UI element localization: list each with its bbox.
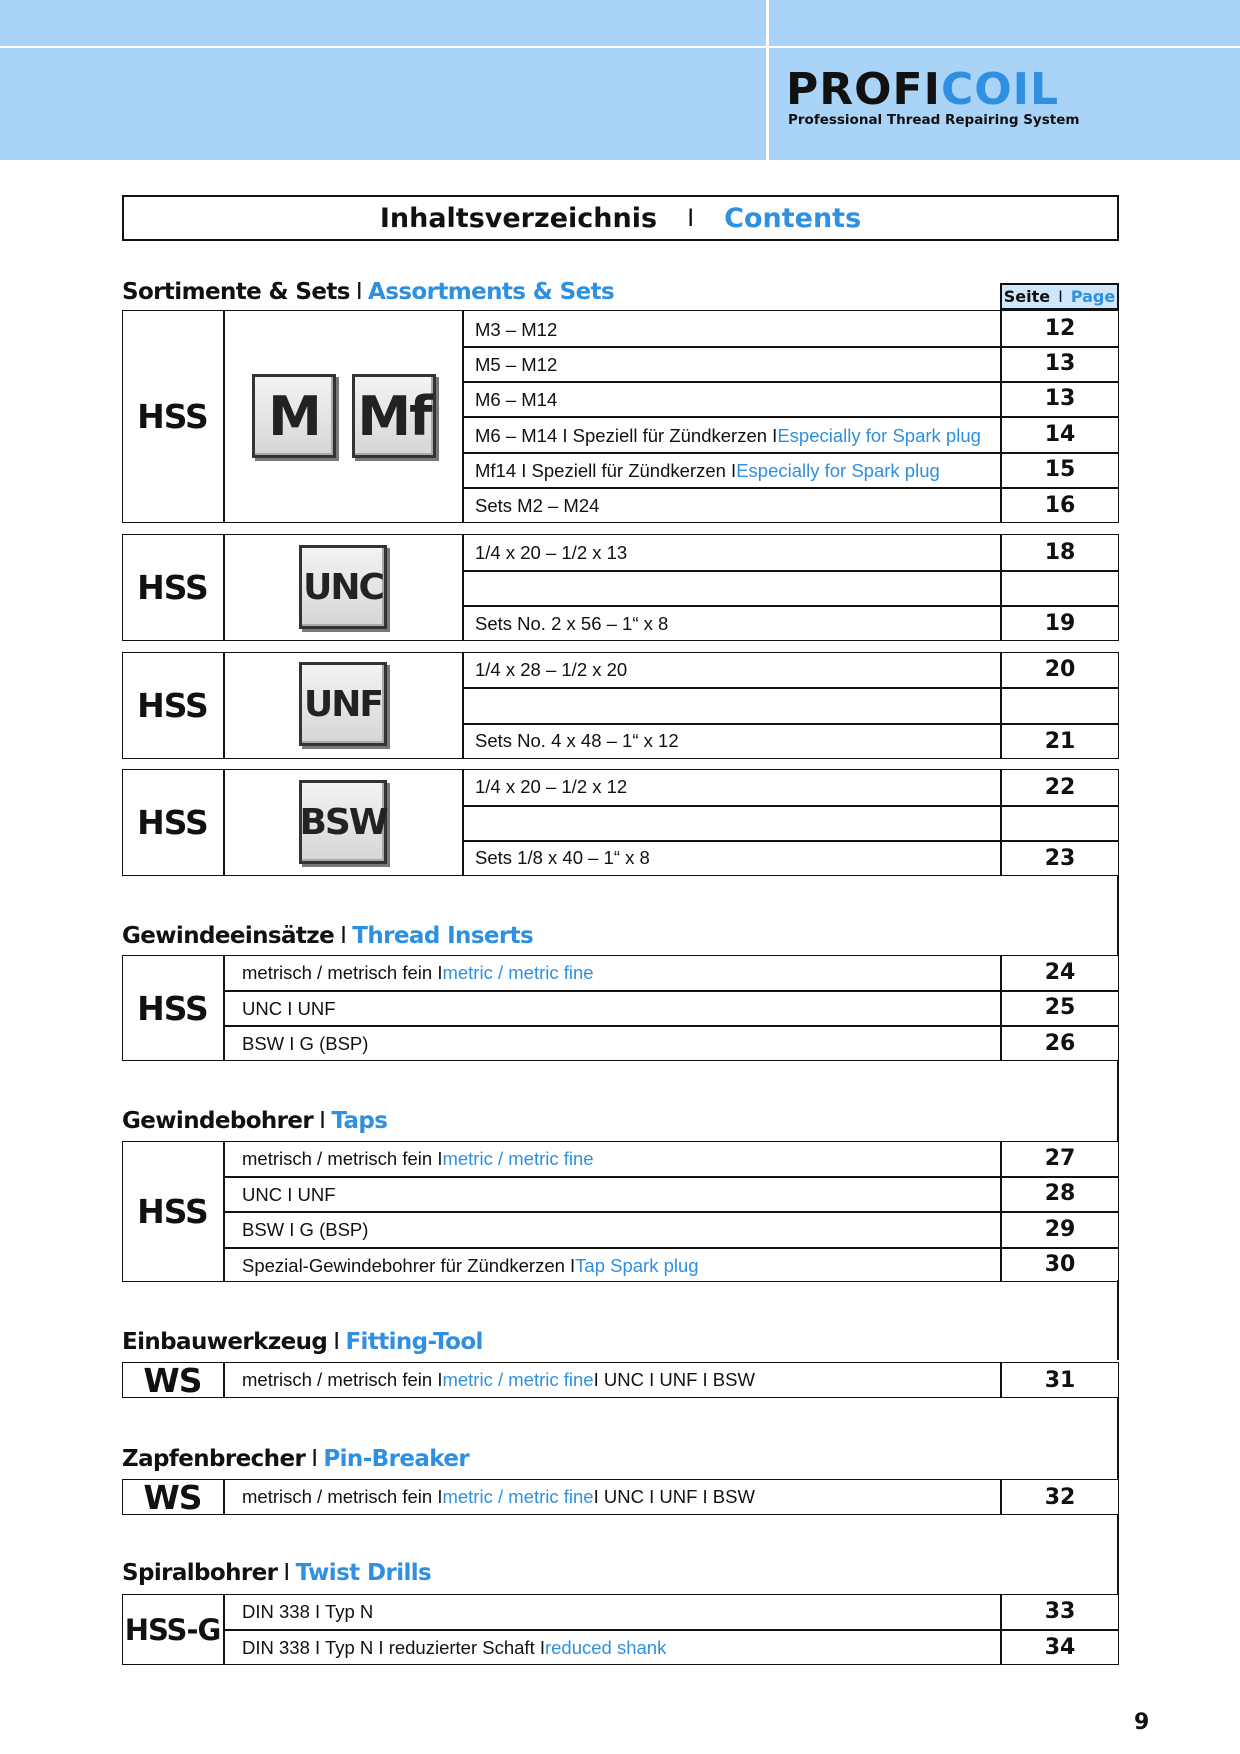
page-number: 31 (1044, 1367, 1076, 1393)
item-text: 1/4 x 20 – 1/2 x 12 (475, 776, 628, 797)
column-divider (462, 652, 464, 759)
section-heading-fitting (122, 1329, 483, 1355)
page-number: 14 (1044, 421, 1076, 447)
title-de: Inhaltsverzeichnis (379, 202, 658, 234)
title-separator: I (687, 204, 695, 232)
material-label: HSS-G (124, 1612, 221, 1647)
item-text-en: Especially for Spark plug (736, 459, 940, 481)
page-number: 26 (1044, 1030, 1076, 1056)
list-item (242, 1212, 368, 1247)
heading-separator: I (283, 1560, 290, 1586)
page-footer-number: 9 (1134, 1710, 1150, 1735)
title-en: Contents (724, 202, 862, 234)
item-text: Sets No. 4 x 48 – 1“ x 12 (475, 729, 679, 751)
page-number: 33 (1044, 1599, 1076, 1624)
row-divider (223, 990, 1119, 992)
heading-en: Thread Inserts (352, 923, 534, 949)
section-heading-taps (122, 1108, 387, 1134)
header-divider-horizontal (0, 46, 1240, 48)
list-item (475, 606, 668, 641)
list-item (475, 652, 627, 687)
column-divider (223, 1362, 225, 1398)
list-item (242, 1141, 594, 1176)
item-text: BSW I G (BSP) (242, 1218, 369, 1240)
heading-separator: I (333, 1329, 340, 1355)
list-item (242, 1248, 699, 1283)
page-number: 20 (1044, 657, 1076, 682)
page-number: 27 (1044, 1146, 1076, 1171)
item-text-en: metric / metric fine (442, 1486, 594, 1507)
section-heading-assortments (122, 279, 614, 305)
section-connector (1117, 1397, 1119, 1479)
heading-en: Assortments & Sets (368, 279, 615, 305)
material-label: WS (143, 1477, 202, 1517)
page-number: 18 (1044, 539, 1076, 565)
item-text-en: metric / metric fine (442, 1369, 594, 1390)
page-number: 16 (1044, 492, 1076, 518)
list-item (242, 1177, 336, 1212)
item-text-after: I UNC I UNF I BSW (593, 1486, 755, 1507)
page-column-header (1000, 283, 1119, 310)
heading-separator: I (319, 1108, 326, 1134)
column-divider (223, 955, 225, 1061)
item-text-en: Especially for Spark plug (777, 424, 981, 446)
section-connector (1117, 1514, 1119, 1594)
item-text: Sets No. 2 x 56 – 1“ x 8 (475, 612, 669, 634)
item-text-en: metric / metric fine (442, 1147, 594, 1169)
item-text: M6 – M14 (475, 388, 558, 410)
section-connector (1117, 1060, 1119, 1142)
list-item (242, 1362, 755, 1398)
logo-tagline: Professional Thread Repairing System (788, 112, 1080, 128)
item-text: metrisch / metrisch fein I (242, 1147, 443, 1169)
column-divider (223, 310, 225, 523)
material-label: HSS (137, 988, 208, 1028)
heading-en: Fitting-Tool (345, 1329, 483, 1355)
item-text: M5 – M12 (475, 353, 558, 375)
logo-part-coil: COIL (940, 64, 1060, 115)
badge-m: M (252, 374, 336, 458)
page-number: 29 (1044, 1216, 1076, 1242)
item-text: Spezial-Gewindebohrer für Zündkerzen I (242, 1254, 576, 1276)
page-column-en: Page (1070, 287, 1116, 306)
section-connector (1117, 875, 1119, 955)
heading-de: Sortimente & Sets (122, 279, 350, 305)
page-number: 30 (1044, 1252, 1076, 1277)
item-text: 1/4 x 20 – 1/2 x 13 (475, 541, 628, 563)
list-item (475, 453, 940, 488)
heading-separator: I (311, 1446, 318, 1472)
heading-de: Zapfenbrecher (122, 1446, 306, 1472)
heading-de: Gewindebohrer (122, 1108, 314, 1134)
item-text: UNC I UNF (242, 997, 336, 1019)
list-item (475, 312, 557, 347)
row-divider (223, 1176, 1119, 1178)
list-item (242, 1594, 373, 1629)
material-label: HSS (137, 397, 208, 436)
section-heading-inserts (122, 923, 533, 949)
item-text: DIN 338 I Typ N (242, 1600, 374, 1622)
page-number: 34 (1044, 1634, 1076, 1660)
item-text: DIN 338 I Typ N I reduzierter Schaft I (242, 1636, 545, 1658)
list-item (475, 769, 627, 805)
row-divider (462, 687, 1119, 689)
item-text: Mf14 I Speziell für Zündkerzen I (475, 459, 737, 481)
material-label: HSS (137, 803, 208, 842)
proficoil-logo (786, 64, 1060, 115)
item-text-en: Tap Spark plug (575, 1254, 699, 1276)
section-heading-drills (122, 1560, 431, 1586)
page-number: 25 (1044, 995, 1076, 1020)
item-text-after: I UNC I UNF I BSW (593, 1369, 755, 1390)
page-title (122, 195, 1119, 241)
item-text: UNC I UNF (242, 1183, 336, 1205)
column-divider (223, 534, 225, 641)
heading-en: Twist Drills (295, 1560, 432, 1586)
badge-bsw: BSW (299, 780, 387, 864)
item-text: metrisch / metrisch fein I (242, 1369, 443, 1390)
heading-en: Pin-Breaker (323, 1446, 470, 1472)
row-divider (462, 570, 1119, 572)
section-connector (1117, 1280, 1119, 1360)
list-item (475, 347, 557, 382)
item-text: Sets 1/8 x 40 – 1“ x 8 (475, 847, 650, 868)
item-text: metrisch / metrisch fein I (242, 961, 443, 983)
column-divider (223, 1479, 225, 1515)
list-item (475, 840, 650, 876)
heading-separator: I (340, 923, 347, 949)
item-text: BSW I G (BSP) (242, 1032, 369, 1054)
material-label: HSS (137, 1192, 208, 1231)
heading-separator: I (355, 279, 363, 305)
list-item (475, 723, 679, 758)
badge-unf: UNF (299, 662, 387, 746)
list-item (242, 1630, 666, 1665)
list-item (475, 488, 599, 523)
column-divider (462, 534, 464, 641)
list-item (242, 955, 594, 990)
badge-unc: UNC (299, 545, 387, 629)
column-divider (223, 769, 225, 876)
section-heading-pinbreaker (122, 1446, 469, 1472)
material-label: HSS (137, 568, 208, 607)
list-item (475, 382, 557, 417)
page-number: 24 (1044, 960, 1076, 985)
heading-en: Taps (331, 1108, 388, 1134)
heading-de: Einbauwerkzeug (122, 1329, 328, 1355)
page-column-separator: I (1058, 287, 1063, 306)
item-text: M3 – M12 (475, 318, 558, 340)
item-text: Sets M2 – M24 (475, 494, 600, 516)
item-text: M6 – M14 I Speziell für Zündkerzen I (475, 424, 778, 446)
column-divider (462, 769, 464, 876)
page-number: 22 (1044, 774, 1076, 800)
page-number: 28 (1044, 1181, 1076, 1206)
page-number: 23 (1044, 845, 1076, 871)
badge-mf: Mf (352, 374, 436, 458)
list-item (242, 1026, 368, 1061)
list-item (242, 1479, 755, 1515)
page-number: 12 (1044, 315, 1076, 341)
heading-de: Gewindeeinsätze (122, 923, 335, 949)
material-label: WS (143, 1360, 202, 1400)
page-number: 15 (1044, 457, 1076, 482)
page-number: 13 (1044, 351, 1076, 376)
page-column-de: Seite (1003, 287, 1051, 306)
page-number: 21 (1044, 728, 1076, 754)
header-divider-vertical (766, 0, 769, 160)
material-label: HSS (137, 686, 208, 725)
item-text-en: metric / metric fine (442, 961, 594, 983)
list-item (475, 418, 981, 453)
page-number: 19 (1044, 610, 1076, 636)
column-divider (223, 652, 225, 759)
item-text: 1/4 x 28 – 1/2 x 20 (475, 658, 628, 680)
list-item (475, 535, 627, 570)
item-text: metrisch / metrisch fein I (242, 1486, 443, 1507)
list-item (242, 991, 336, 1026)
page-number: 13 (1044, 386, 1076, 411)
item-text-en: reduced shank (544, 1636, 667, 1658)
heading-de: Spiralbohrer (122, 1560, 278, 1586)
logo-part-profi: PROFI (786, 64, 941, 115)
row-divider (462, 805, 1119, 807)
page-number: 32 (1044, 1484, 1076, 1510)
